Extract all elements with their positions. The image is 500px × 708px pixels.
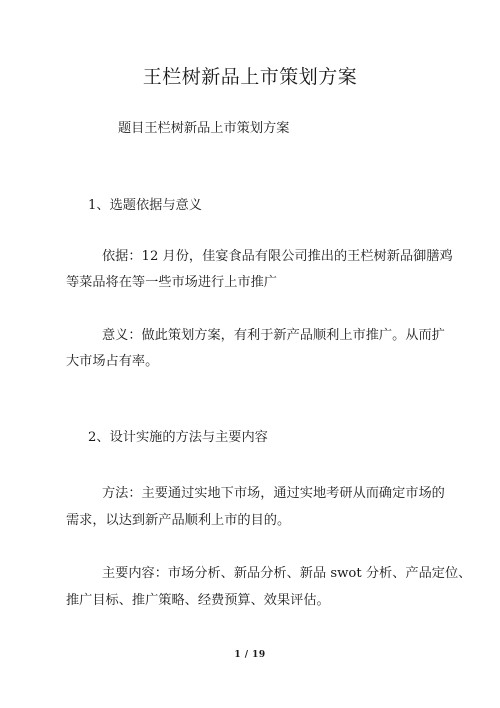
section1-heading: 1、选题依据与意义 xyxy=(88,198,202,213)
section2-content-line1: 主要内容：市场分析、新品分析、新品 swot 分析、产品定位、 xyxy=(102,566,472,581)
section2-method-line2: 需求，以达到新产品顺利上市的目的。 xyxy=(66,513,291,528)
page-number: 1 / 19 xyxy=(234,650,266,660)
section2-content-line2: 推广目标、推广策略、经费预算、效果评估。 xyxy=(66,593,330,608)
section1-basis-line1: 依据：12 月份，佳宴食品有限公司推出的王栏树新品御膳鸡 xyxy=(102,249,453,264)
section1-meaning-line1: 意义：做此策划方案，有利于新产品顺利上市推广。从而扩 xyxy=(102,328,445,343)
section2-method-line1: 方法：主要通过实地下市场，通过实地考研从而确定市场的 xyxy=(102,486,445,501)
section2-heading: 2、设计实施的方法与主要内容 xyxy=(88,430,268,445)
document-title: 王栏树新品上市策划方案 xyxy=(142,66,358,88)
section1-basis-line2: 等菜品将在等一些市场进行上市推广 xyxy=(66,275,277,290)
section1-meaning-line2: 大市场占有率。 xyxy=(66,354,159,369)
document-subtitle: 题目王栏树新品上市策划方案 xyxy=(118,121,290,136)
